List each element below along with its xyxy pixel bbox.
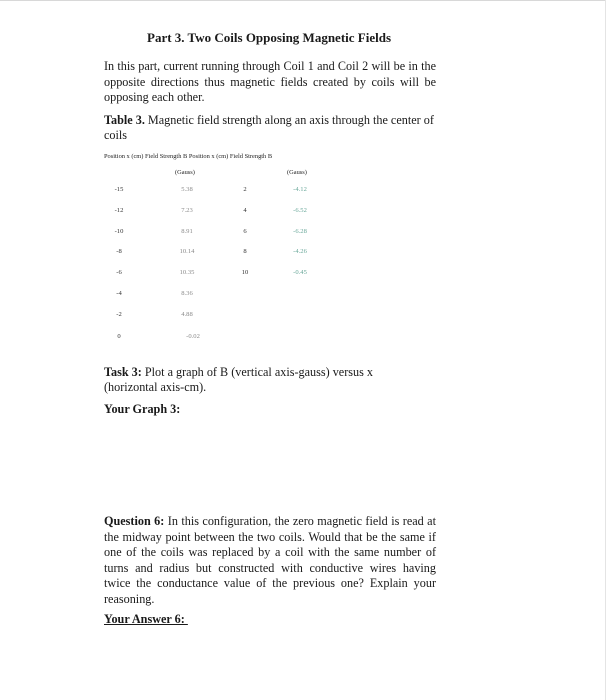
table-cell-b2: -6.28 bbox=[293, 227, 307, 235]
table-header: Position x (cm) Field Strength B Position x (cm) Field Strength B bbox=[104, 153, 273, 160]
table-cell-b1: 8.91 bbox=[181, 227, 193, 235]
question-label: Question 6: bbox=[104, 514, 165, 528]
table-caption-label: Table 3. bbox=[104, 113, 145, 127]
part-title: Part 3. Two Coils Opposing Magnetic Fields bbox=[147, 30, 391, 45]
table-cell-x2: 2 bbox=[243, 186, 247, 193]
table-cell-x1: -12 bbox=[114, 206, 124, 214]
task-text: Plot a graph of B (vertical axis-gauss) versus x (horizontal axis-cm). bbox=[104, 365, 373, 394]
table-cell-x1: 0 bbox=[117, 332, 121, 340]
table-cell-b2: -4.26 bbox=[293, 248, 307, 256]
table-cell-b1: 10.35 bbox=[179, 269, 195, 277]
table-cell-b2: -0.45 bbox=[293, 269, 307, 277]
table-cell-x1: -15 bbox=[114, 186, 124, 193]
table-cell-x1: -4 bbox=[116, 290, 122, 297]
your-graph-heading: Your Graph 3: bbox=[104, 402, 181, 416]
task-label: Task 3: bbox=[104, 365, 142, 379]
table-unit-1: (Gauss) bbox=[175, 169, 195, 176]
table-unit-2: (Gauss) bbox=[287, 169, 307, 176]
table-cell-x2: 4 bbox=[243, 206, 247, 214]
table-cell-b1: 4.88 bbox=[181, 310, 193, 318]
table-cell-x1: -2 bbox=[116, 310, 122, 318]
your-answer-heading: Your Answer 6: bbox=[104, 612, 188, 626]
intro-paragraph: In this part, current running through Coil 1 and Coil 2 will be in the opposite directions thus magnetic fields created by coils will be opposing each other. bbox=[104, 59, 436, 104]
table-caption bbox=[104, 113, 434, 143]
table-cell-b2: -6.52 bbox=[293, 206, 307, 214]
table-cell-b1: 5.38 bbox=[181, 186, 193, 193]
table-cell-b1: 7.23 bbox=[181, 206, 193, 214]
table-cell-x2: 10 bbox=[241, 269, 249, 277]
question-text: In this configuration, the zero magnetic field is read at the midway point between the two coils. Would that be the same if one of the coils was replaced by a coil with the same number of turns and radius but constructed with conductive wires having twice the conductance value of the previous one? Explain your reasoning. bbox=[104, 514, 436, 606]
table-cell-b2: -4.12 bbox=[293, 186, 307, 193]
table-cell-x2: 6 bbox=[243, 227, 247, 235]
top-border bbox=[0, 0, 606, 1]
table-caption-text: Magnetic field strength along an axis through the center of coils bbox=[104, 113, 434, 142]
table-cell-x2: 8 bbox=[243, 248, 247, 256]
question-6 bbox=[104, 514, 436, 607]
table-cell-b1: 10.14 bbox=[179, 248, 195, 256]
table-cell-b1: -0.02 bbox=[186, 332, 200, 340]
task-3 bbox=[104, 365, 424, 395]
table-cell-x1: -10 bbox=[114, 227, 124, 235]
table-cell-x1: -8 bbox=[116, 248, 122, 256]
table-cell-x1: -6 bbox=[116, 269, 122, 277]
table-cell-b1: 8.36 bbox=[181, 290, 193, 297]
